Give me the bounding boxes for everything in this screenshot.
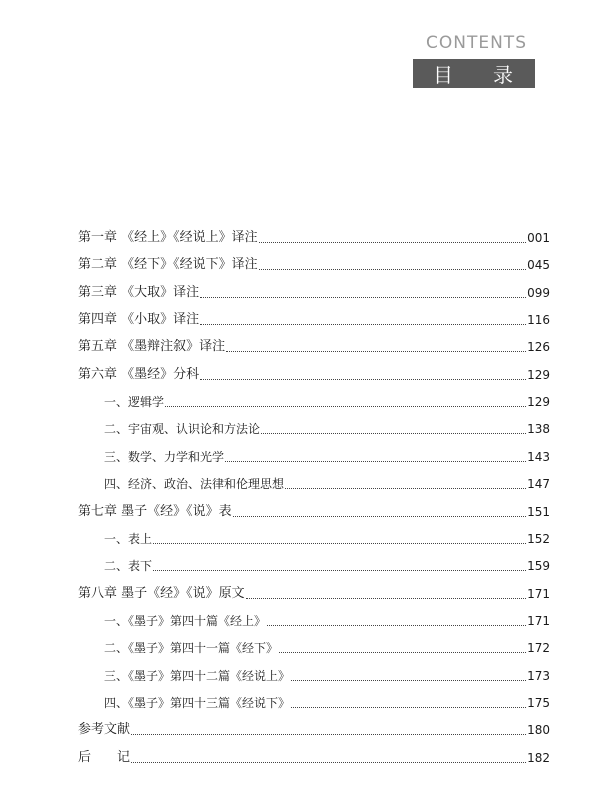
toc-entry-page: 180	[527, 723, 550, 738]
contents-heading-en: CONTENTS	[426, 33, 527, 53]
toc-entry[interactable]	[104, 636, 550, 656]
dot-leader	[200, 378, 526, 380]
toc-entry-page: 126	[527, 340, 550, 355]
toc-entry-page: 182	[527, 750, 550, 765]
dot-leader	[291, 679, 526, 681]
dot-leader	[226, 350, 526, 352]
dot-leader	[259, 241, 526, 243]
toc-entry[interactable]	[104, 609, 550, 629]
toc-entry[interactable]	[78, 363, 550, 383]
toc-entry[interactable]	[78, 500, 550, 520]
toc-entry-label: 一、逻辑学	[104, 395, 165, 410]
toc-entry[interactable]	[104, 664, 550, 684]
toc-entry-label: 二、表下	[104, 559, 153, 574]
toc-entry[interactable]	[78, 335, 550, 355]
toc-entry-page: 173	[527, 668, 550, 683]
toc-entry-page: 116	[527, 313, 550, 328]
dot-leader	[153, 542, 526, 544]
toc-entry-label: 第三章 《大取》译注	[78, 284, 200, 300]
toc-entry-label: 参考文献	[78, 722, 131, 738]
toc-entry-label: 二、宇宙观、认识论和方法论	[104, 422, 261, 437]
toc-entry[interactable]	[78, 226, 550, 246]
toc-entry-label: 第一章 《经上》《经说上》译注	[78, 230, 258, 245]
toc-entry[interactable]	[78, 746, 550, 766]
toc-entry-label: 后 记	[78, 749, 131, 765]
dot-leader	[233, 515, 526, 517]
toc-entry-page: 175	[527, 695, 550, 710]
toc-entry[interactable]	[104, 390, 550, 410]
contents-title-box	[413, 59, 535, 88]
toc-entry-label: 三、《墨子》第四十二篇《经说上》	[104, 668, 291, 683]
dot-leader	[285, 487, 526, 489]
dot-leader	[225, 460, 526, 462]
toc-entry-page: 171	[527, 586, 550, 601]
toc-entry[interactable]	[104, 445, 550, 465]
toc-entry-label: 第二章 《经下》《经说下》译注	[78, 257, 258, 273]
toc-entry-label: 三、数学、力学和光学	[104, 449, 225, 464]
toc-entry-page: 151	[527, 504, 550, 519]
toc-entry[interactable]	[104, 417, 550, 437]
dot-leader	[153, 569, 526, 571]
toc-entry-page: 171	[527, 613, 550, 628]
toc-entry[interactable]	[78, 582, 550, 602]
toc-entry-label: 第四章 《小取》译注	[78, 312, 200, 328]
toc-entry-label: 第八章 墨子《经》《说》原文	[78, 585, 245, 601]
toc-entry-label: 第五章 《墨辩注叙》译注	[78, 339, 226, 355]
toc-entry-page: 172	[527, 641, 550, 656]
toc-entry-page: 138	[527, 422, 550, 437]
toc-entry-page: 045	[527, 258, 550, 273]
toc-entry-label: 四、《墨子》第四十三篇《经说下》	[104, 695, 291, 710]
toc-entry-label: 第六章 《墨经》分科	[78, 366, 200, 382]
dot-leader	[279, 651, 526, 653]
toc-entry-label: 一、《墨子》第四十篇《经上》	[104, 613, 267, 628]
toc-entry[interactable]	[104, 691, 550, 711]
toc-entry[interactable]	[78, 718, 550, 738]
dot-leader	[259, 268, 526, 270]
toc-entry-label: 第七章 墨子《经》《说》表	[78, 503, 232, 519]
dot-leader	[200, 323, 526, 325]
toc-entry-page: 129	[527, 367, 550, 382]
toc-entry[interactable]	[104, 527, 550, 547]
dot-leader	[261, 432, 526, 434]
toc-entry[interactable]	[78, 281, 550, 301]
toc-entry-label: 四、经济、政治、法律和伦理思想	[104, 477, 285, 492]
toc-entry[interactable]	[104, 472, 550, 492]
dot-leader	[131, 733, 526, 735]
toc-entry-label: 二、《墨子》第四十一篇《经下》	[104, 641, 279, 656]
toc-entry[interactable]	[78, 308, 550, 328]
toc-entry-page: 099	[527, 285, 550, 300]
dot-leader	[291, 706, 526, 708]
dot-leader	[165, 405, 526, 407]
toc-entry-page: 152	[527, 531, 550, 546]
dot-leader	[200, 296, 526, 298]
toc-entry-page: 143	[527, 449, 550, 464]
toc-entry[interactable]	[78, 253, 550, 273]
dot-leader	[246, 597, 526, 599]
title-char-right: 录	[493, 63, 513, 87]
toc-entry-page: 001	[527, 231, 550, 245]
title-char-left: 目	[433, 63, 453, 87]
toc-entry[interactable]	[104, 554, 550, 574]
dot-leader	[267, 624, 526, 626]
toc-entry-page: 129	[527, 395, 550, 410]
dot-leader	[131, 761, 526, 763]
toc-entry-label: 一、表上	[104, 531, 153, 546]
toc-entry-page: 147	[527, 477, 550, 492]
toc-entry-page: 159	[527, 559, 550, 574]
